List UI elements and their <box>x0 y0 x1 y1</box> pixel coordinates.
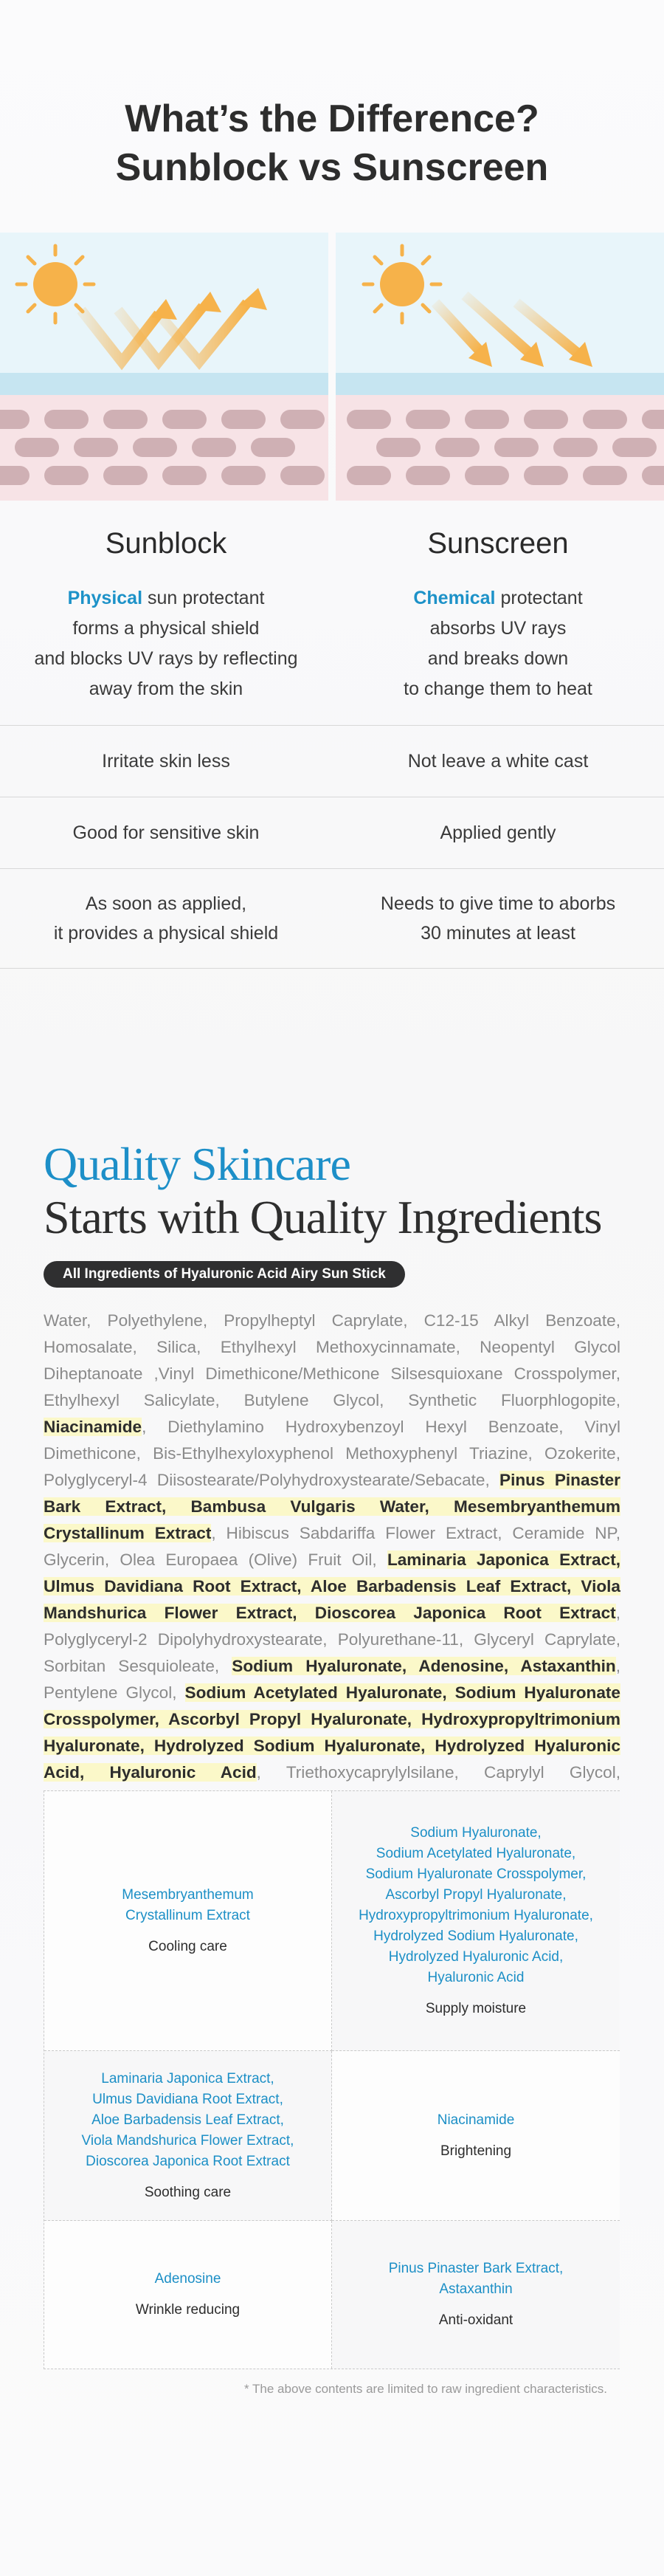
ingredient-text: , Pentylene Glycol, <box>44 1657 620 1702</box>
ingredient-text: , Diethylamino Hydroxybenzoyl Hexyl Benzoate, Vinyl Dimethicone, Bis-Ethylhexyloxyphenol Methoxyphenyl Triazine, Ozokerite, Polyglyceryl-4 Diisostearate/Polyhydroxystearate/Sebacate, <box>44 1418 620 1489</box>
sunscreen-description: Chemical protectant absorbs UV rays and breaks down to change them to heat <box>404 588 592 699</box>
ingredients-list <box>44 1308 620 1813</box>
page-title <box>0 95 664 192</box>
ingredient-card <box>44 2221 332 2369</box>
ingredient-text: , Hibiscus Sabdariffa Flower Extract, Ceramide NP, Glycerin, Olea Europaea (Olive) Fruit Oil, <box>44 1524 620 1569</box>
ingredient-names: Adenosine <box>154 2271 221 2287</box>
ingredient-effect: Wrinkle reducing <box>135 2302 241 2318</box>
key-ingredient-highlight: Laminaria Japonica Extract, Ulmus Davidiana Root Extract, Aloe Barbadensis Leaf Extract, Viola Mandshurica Flower Extract, Dioscorea Japonica Root Extract <box>44 1550 620 1622</box>
sunscreen-point: Applied gently <box>440 822 556 843</box>
sunscreen-illustration <box>336 233 664 501</box>
key-ingredient-highlight: Pinus Pinaster Bark Extract, Bambusa Vulgaris Water, Mesembryanthemum Crystallinum Extract <box>44 1471 620 1542</box>
ingredient-text: , Polyglyceryl-2 Dipolyhydroxystearate, Polyurethane-11, Glyceryl Caprylate, Sorbitan Sesquioleate, <box>44 1604 620 1675</box>
ingredient-names: Laminaria Japonica Extract, Ulmus Davidiana Root Extract, Aloe Barbadensis Leaf Extract, Viola Mandshurica Flower Extract, Dioscorea Japonica Root Extract <box>81 2070 294 2169</box>
sunblock-illustration <box>0 233 328 501</box>
sunscreen-title: Sunscreen <box>427 527 569 560</box>
ingredient-effect: Anti-oxidant <box>438 2312 513 2328</box>
sunblock-type-highlight: Physical <box>67 588 143 608</box>
quality-subheading: Starts with Quality Ingredients <box>44 1191 602 1243</box>
comparison-row <box>0 797 664 868</box>
key-ingredient-highlight: Sodium Acetylated Hyaluronate, Sodium Hyaluronate Crosspolymer, Ascorbyl Propyl Hyaluronate, Hydroxypropyltrimonium Hyaluronate, Hydrolyzed Sodium Hyaluronate, Hydrolyzed Hyaluronic Acid, Hyaluronic Acid <box>44 1683 620 1782</box>
sunblock-title: Sunblock <box>105 527 227 560</box>
ingredient-names: Mesembryanthemum Crystallinum Extract <box>122 1886 254 1923</box>
ingredient-text: , Triethoxycaprylylsilane, Caprylyl Glycol, <box>256 1763 620 1782</box>
sunscreen-point: Not leave a white cast <box>407 751 589 772</box>
ingredient-effect: Soothing care <box>144 2184 232 2200</box>
ingredients-badge: All Ingredients of Hyaluronic Acid Airy Sun Stick <box>44 1261 405 1288</box>
quality-heading: Quality Skincare <box>44 1138 350 1190</box>
ingredient-card <box>332 1791 620 2051</box>
ingredient-card <box>44 1791 332 2051</box>
ingredient-effect: Brightening <box>440 2143 512 2159</box>
sunblock-point: Good for sensitive skin <box>72 822 260 843</box>
sunscreen-point: Needs to give time to aborbs 30 minutes at least <box>380 893 616 944</box>
sunscreen-type-highlight: Chemical <box>413 588 496 608</box>
ingredient-card <box>332 2051 620 2221</box>
ingredient-names: Pinus Pinaster Bark Extract, Astaxanthin <box>388 2261 564 2297</box>
sunblock-point: Irritate skin less <box>102 751 230 772</box>
ingredient-text: Water, Polyethylene, Propylheptyl Caprylate, C12-15 Alkyl Benzoate, Homosalate, Silica, Ethylhexyl Methoxycinnamate, Neopentyl Glycol Diheptanoate ,Vinyl Dimethicone/Methicone Silsesquioxane Crosspolymer, Ethylhexyl Salicylate, Butylene Glycol, Synthetic Fluorphlogopite, <box>44 1311 620 1409</box>
title-line-2: Sunblock vs Sunscreen <box>115 146 549 189</box>
comparison-row <box>0 868 664 969</box>
ingredient-effect: Supply moisture <box>425 2000 527 2016</box>
ingredient-names: Sodium Hyaluronate, Sodium Acetylated Hyaluronate, Sodium Hyaluronate Crosspolymer, Ascorbyl Propyl Hyaluronate, Hydroxypropyltrimonium Hyaluronate, Hydrolyzed Sodium Hyaluronate, Hydrolyzed Hyaluronic Acid, Hyaluronic Acid <box>359 1824 593 1985</box>
ingredient-card <box>44 2051 332 2221</box>
ingredient-effect: Cooling care <box>148 1938 227 1954</box>
footnote: * The above contents are limited to raw ingredient characteristics. <box>244 2382 607 2396</box>
key-ingredients-grid <box>44 1790 620 2369</box>
sunblock-point: As soon as applied, it provides a physical shield <box>53 893 279 944</box>
key-ingredient-highlight: Niacinamide <box>44 1418 142 1436</box>
comparison-table <box>0 725 664 969</box>
key-ingredient-highlight: Sodium Hyaluronate, Adenosine, Astaxanthin <box>232 1657 616 1675</box>
ingredient-names: Niacinamide <box>437 2112 515 2128</box>
ingredient-card <box>332 2221 620 2369</box>
comparison-row <box>0 725 664 797</box>
sunblock-description: Physical sun protectant forms a physical shield and blocks UV rays by reflecting away from the skin <box>34 588 298 699</box>
title-line-1: What’s the Difference? <box>125 97 539 140</box>
